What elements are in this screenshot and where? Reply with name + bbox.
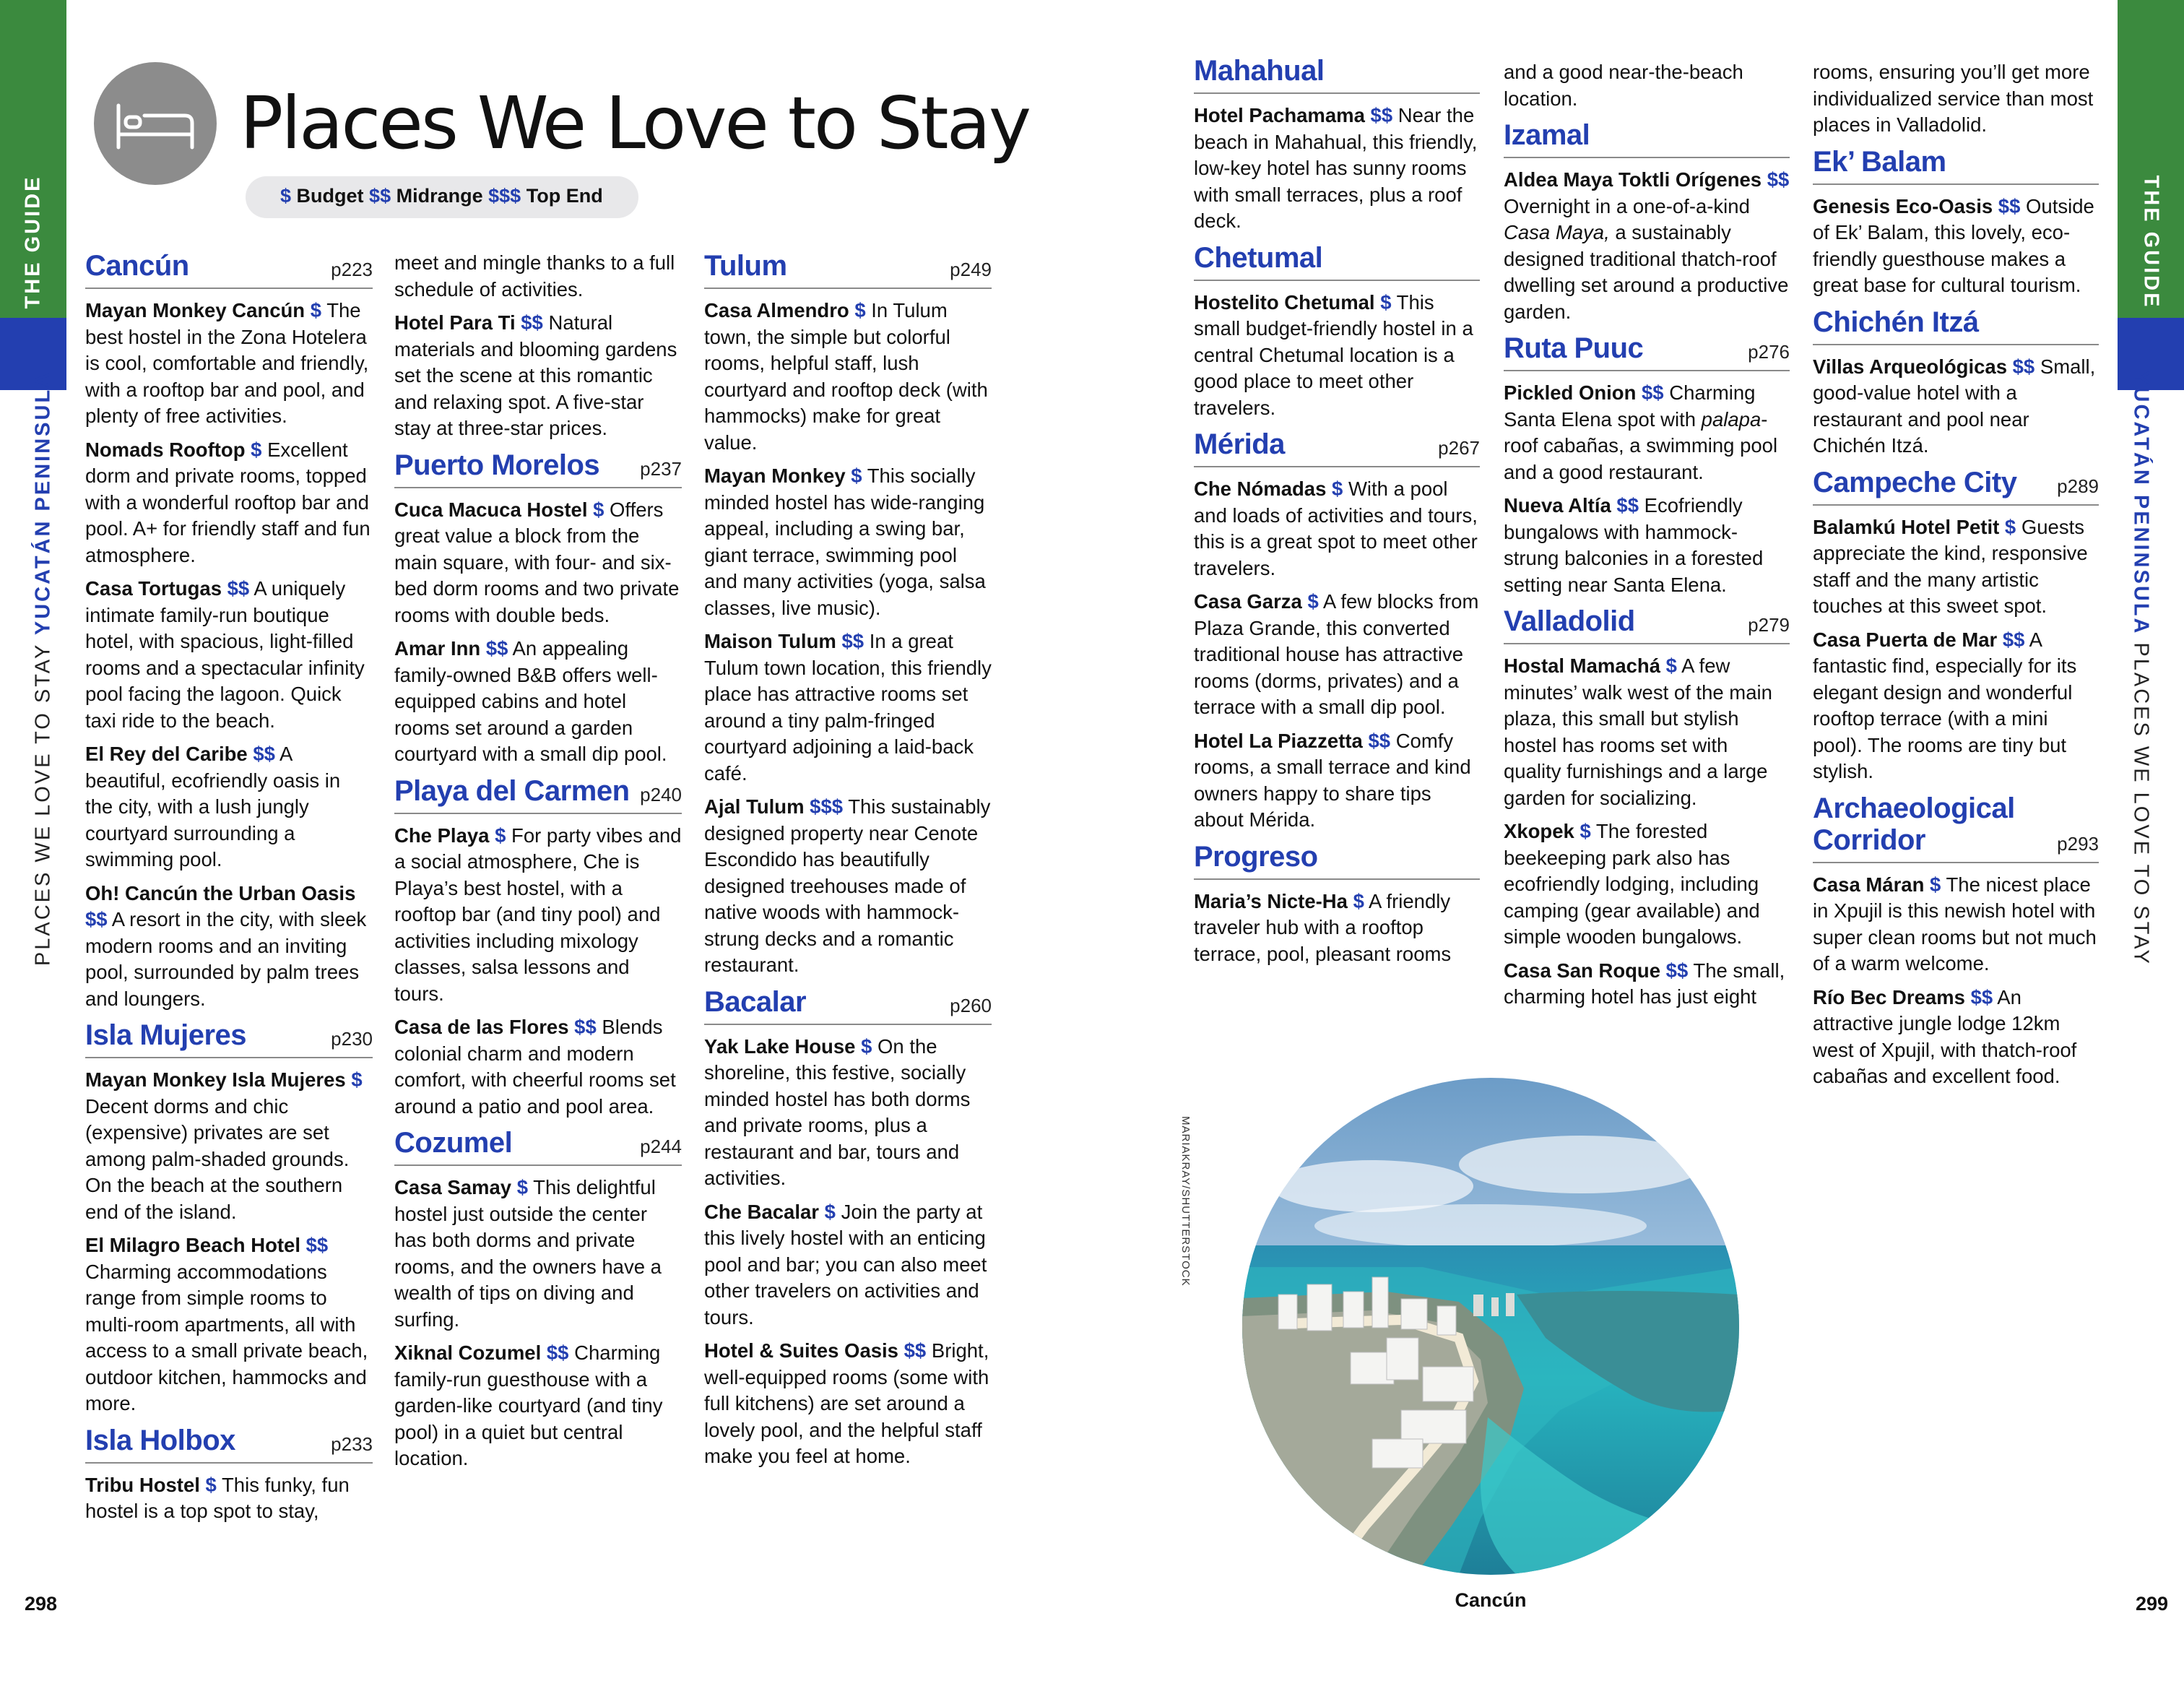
hotel-entry: Casa San Roque $$ The small, charming hotel has just eight — [1504, 959, 1785, 1008]
price-legend: $ Budget $$ Midrange $$$ Top End — [246, 176, 638, 218]
column-4 — [1194, 55, 1480, 975]
hotel-entry: Hotel Para Ti $$ Natural materials and blooming gardens set the scene at this romantic and relaxing spot. A five-star stay at three-star prices. — [394, 311, 677, 439]
section-header: Puerto Morelos p237 — [394, 449, 682, 488]
section-header: Progreso — [1194, 841, 1480, 880]
cancun-aerial-photo — [1242, 1078, 1739, 1575]
hotel-entry: Pickled Onion $$ Charming Santa Elena spot with palapa-roof cabañas, a swimming pool and a good restaurant. — [1504, 381, 1778, 483]
page-number: 299 — [2135, 1593, 2168, 1615]
section-header: Ruta Puuc p276 — [1504, 332, 1790, 371]
page-number: 298 — [25, 1593, 58, 1615]
hotel-entry: Yak Lake House $ On the shoreline, this festive, socially minded hostel has both dorms and private rooms, plus a restaurant and bar, tours and activities. — [704, 1034, 971, 1189]
hotel-entry: Hotel Pachamama $$ Near the beach in Mahahual, this friendly, low-key hotel has sunny rooms with small terraces, plus a roof deck. — [1194, 104, 1478, 232]
hotel-entry: Genesis Eco-Oasis $$ Outside of Ek’ Balam, this lovely, eco-friendly guesthouse makes a great base for cultural tourism. — [1813, 194, 2094, 296]
hotel-entry: Casa de las Flores $$ Blends colonial charm and modern comfort, with cheerful rooms set around a patio and pool area. — [394, 1016, 676, 1118]
hotel-entry: Nueva Altía $$ Ecofriendly bungalows with hammock-strung balconies in a forested setting near Santa Elena. — [1504, 494, 1764, 596]
continued-text: and a good near-the-beach location. — [1504, 61, 1743, 110]
section-header: Campeche City p289 — [1813, 467, 2099, 506]
hotel-entry: Che Nómadas $ With a pool and loads of activities and tours, this is a great spot to meet other travelers. — [1194, 477, 1478, 579]
section-header: Izamal — [1504, 119, 1790, 158]
hotel-entry: Che Playa $ For party vibes and a social atmosphere, Che is Playa’s best hostel, with a rooftop bar (and tiny pool) and activities including mixology classes, salsa lessons and tours. — [394, 824, 682, 1005]
section-header: Valladolid p279 — [1504, 605, 1790, 644]
hotel-entry: Casa Máran $ The nicest place in Xpujil is this newish hotel with super clean rooms but not much of a warm welcome. — [1813, 873, 2097, 975]
hotel-entry: Mayan Monkey Cancún $ The best hostel in the Zona Hotelera is cool, comfortable and friendly, with a rooftop bar and pool, and plenty of free activities. — [85, 299, 369, 427]
hotel-entry: Che Bacalar $ Join the party at this lively hostel with an enticing pool and bar; you can also meet other travelers on activities and tours. — [704, 1200, 987, 1328]
hotel-entry: El Milagro Beach Hotel $$ Charming accommodations range from simple rooms to multi-room apartments, all with access to a small private beach, outdoor kitchen, hammocks and more. — [85, 1234, 368, 1414]
section-header: Isla Mujeres p230 — [85, 1019, 373, 1058]
hotel-entry: Mayan Monkey Isla Mujeres $ Decent dorms and chic (expensive) privates are set among palm-shaded grounds. On the beach at the southern end of the island. — [85, 1068, 363, 1223]
section-header: Cozumel p244 — [394, 1127, 682, 1166]
section-header: Archaeological Corridor p293 — [1813, 792, 2099, 863]
hotel-entry: Cuca Macuca Hostel $ Offers great value a block from the main square, with four- and six-bed dorm rooms and two private rooms with double beds. — [394, 498, 680, 626]
section-header: Chichén Itzá — [1813, 306, 2099, 345]
hotel-entry: Aldea Maya Toktli Orígenes $$ Overnight in a one-of-a-kind Casa Maya, a sustainably designed traditional thatch-roof dwelling set around a productive garden. — [1504, 168, 1790, 323]
section-header: Tulum p249 — [704, 250, 992, 289]
hotel-entry: Casa Almendro $ In Tulum town, the simple but colorful rooms, helpful staff, lush courtyard and rooftop deck (with hammocks) make for great value. — [704, 299, 988, 454]
section-header: Mérida p267 — [1194, 428, 1480, 467]
section-header: Mahahual — [1194, 55, 1480, 94]
continued-text: rooms, ensuring you’ll get more individualized service than most places in Valladolid. — [1813, 61, 2094, 136]
hotel-entry: Maison Tulum $$ In a great Tulum town location, this friendly place has attractive rooms set around a tiny palm-fringed courtyard adjoining a laid-back café. — [704, 630, 992, 785]
column-5 — [1504, 59, 1790, 1018]
column-2 — [394, 250, 682, 1479]
hotel-entry: Oh! Cancún the Urban Oasis $$ A resort in the city, with sleek modern rooms and an inviting pool, surrounded by palm trees and loungers. — [85, 881, 367, 1010]
hotel-entry: Hostal Mamachá $ A few minutes’ walk west of the main plaza, this small but stylish hostel has rooms set with quality furnishings and a large garden for socializing. — [1504, 654, 1772, 809]
hotel-entry: Mayan Monkey $ This socially minded hostel has wide-ranging appeal, including a swing bar, giant terrace, swimming pool and many activities (yoga, salsa classes, live music). — [704, 464, 986, 619]
section-header: Cancún p223 — [85, 250, 373, 289]
photo-credit: MARIAKRAY/SHUTTERSTOCK — [1179, 1116, 1192, 1287]
page-title: Places We Love to Stay — [240, 81, 1030, 165]
hotel-entry: Casa Puerta de Mar $$ A fantastic find, especially for its elegant design and wonderful rooftop terrace (with a mini pool). The rooms are tiny but stylish. — [1813, 628, 2077, 782]
hotel-entry: El Rey del Caribe $$ A beautiful, ecofriendly oasis in the city, with a lush jungly courtyard surrounding a swimming pool. — [85, 743, 341, 870]
hotel-entry: Villas Arqueológicas $$ Small, good-value hotel with a restaurant and pool near Chichén Itzá. — [1813, 355, 2096, 457]
section-header: Ek’ Balam — [1813, 146, 2099, 185]
hotel-entry: Hotel La Piazzetta $$ Comfy rooms, a small terrace and kind owners happy to share tips about Mérida. — [1194, 729, 1471, 831]
running-head: PLACES WE LOVE TO STAY YUCATÁN PENINSULA — [31, 370, 55, 967]
hotel-entry: Casa Garza $ A few blocks from Plaza Grande, this converted traditional house has attractive rooms (dorms, privates) and a terrace with a small dip pool. — [1194, 590, 1479, 718]
column-6 — [1813, 59, 2099, 1097]
hotel-entry: Tribu Hostel $ This funky, fun hostel is a top spot to stay, — [85, 1473, 350, 1522]
continued-text: meet and mingle thanks to a full schedule of activities. — [394, 251, 675, 301]
hotel-entry: Xiknal Cozumel $$ Charming family-run guesthouse with a garden-like courtyard (and tiny pool) in a quiet but central location. — [394, 1341, 663, 1469]
side-tab-label: THE GUIDE — [21, 175, 45, 309]
bed-icon — [94, 62, 217, 185]
column-3 — [704, 250, 992, 1477]
hotel-entry: Nomads Rooftop $ Excellent dorm and private rooms, topped with a wonderful rooftop bar and pool. A+ for friendly staff and fun atmosphere. — [85, 438, 370, 566]
hotel-entry: Ajal Tulum $$$ This sustainably designed property near Cenote Escondido has beautifully designed treehouses made of native woods with hammock-strung decks and a romantic restaurant. — [704, 795, 991, 976]
section-header: Playa del Carmen p240 — [394, 775, 682, 814]
hotel-entry: Casa Samay $ This delightful hostel just outside the center has both dorms and private rooms, and the owners have a wealth of tips on diving and surfing. — [394, 1176, 662, 1331]
section-header: Chetumal — [1194, 242, 1480, 281]
hotel-entry: Amar Inn $$ An appealing family-owned B&B offers well-equipped cabins and hotel rooms set around a garden courtyard with a small dip pool. — [394, 637, 667, 765]
hotel-entry: Hotel & Suites Oasis $$ Bright, well-equipped rooms (some with full kitchens) are set around a lovely pool, and the helpful staff make you feel at home. — [704, 1339, 989, 1467]
section-header: Isla Holbox p233 — [85, 1425, 373, 1464]
hotel-entry: Hostelito Chetumal $ This small budget-friendly hostel in a central Chetumal location is a good place to meet other travelers. — [1194, 290, 1473, 419]
hotel-entry: Xkopek $ The forested beekeeping park also has ecofriendly lodging, including camping (gear available) and simple wooden bungalows. — [1504, 820, 1760, 948]
section-header: Bacalar p260 — [704, 986, 992, 1025]
running-head: YUCATÁN PENINSULA PLACES WE LOVE TO STAY — [2129, 371, 2153, 966]
hotel-entry: Maria’s Nicte-Ha $ A friendly traveler hub with a rooftop terrace, pool, pleasant rooms — [1194, 889, 1452, 965]
side-tab-label: THE GUIDE — [2139, 175, 2163, 309]
hotel-entry: Casa Tortugas $$ A uniquely intimate family-run boutique hotel, with spacious, light-filled rooms and a spectacular infinity pool facing the lagoon. Quick taxi ride to the beach. — [85, 577, 365, 732]
column-1 — [85, 250, 373, 1532]
photo-caption: Cancún — [1455, 1589, 1527, 1611]
hotel-entry: Río Bec Dreams $$ An attractive jungle lodge 12km west of Xpujil, with thatch-roof cabañas and excellent food. — [1813, 985, 2077, 1087]
hotel-entry: Balamkú Hotel Petit $ Guests appreciate the kind, responsive staff and the many artistic touches at this sweet spot. — [1813, 515, 2088, 617]
